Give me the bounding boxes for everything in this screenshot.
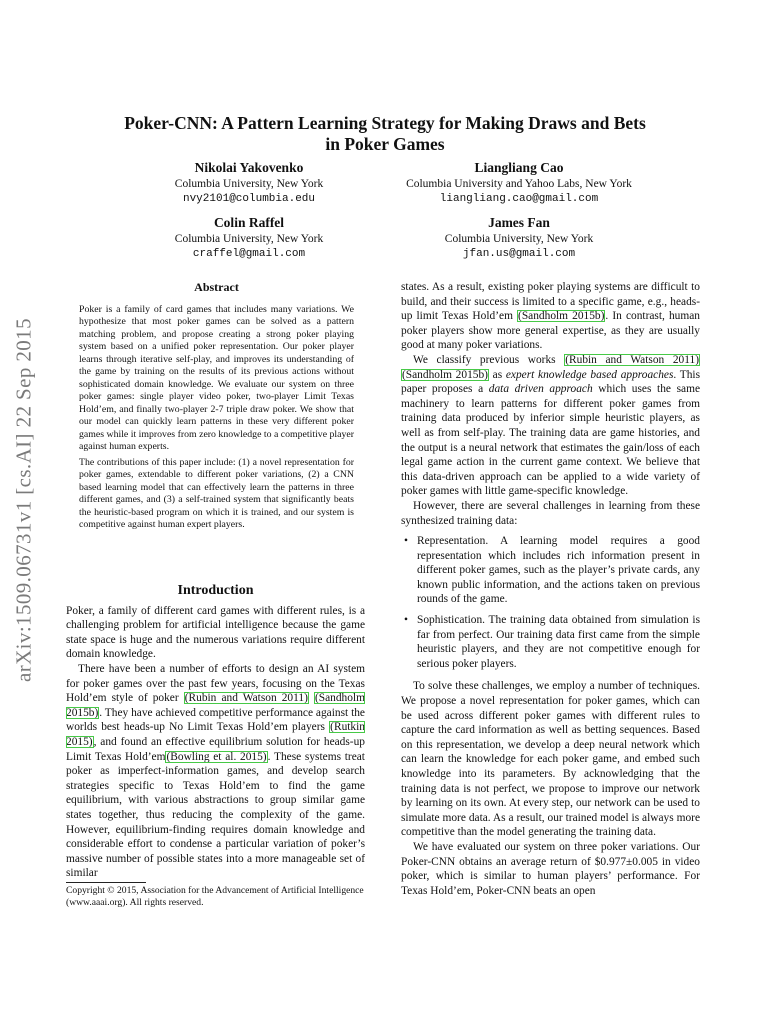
author-name: James Fan <box>488 215 550 230</box>
body-paragraph <box>401 353 700 499</box>
bullet-marker: • <box>404 614 408 627</box>
body-paragraph <box>401 280 700 353</box>
list-item <box>404 534 700 607</box>
author-email: craffel@gmail.com <box>192 247 306 260</box>
author-email: jfan.us@gmail.com <box>462 247 576 260</box>
author-affiliation: Columbia University and Yahoo Labs, New York <box>406 178 632 190</box>
body-text: . This paper proposes a <box>401 368 701 396</box>
intro-text: , and found an effective equilibrium solution for heads-up Limit Texas Hold’em <box>66 735 365 763</box>
emphasis-text: data driven approach <box>488 383 593 396</box>
body-paragraph: We have evaluated our system on three poker variations. Our Poker-CNN obtains an average return of $0.977±0.005 in video poker, which is similar to human players’ performance. For Texas Hold’em, Poker-CNN beats an open <box>401 840 700 897</box>
author-email: nvy2101@columbia.edu <box>182 192 316 205</box>
intro-paragraph-1: Poker, a family of different card games with different rules, is a challenging problem for artificial intelligence because the game state space is huge and the numerous variations require different domain knowledge. <box>66 604 365 661</box>
title-line-2: in Poker Games <box>325 134 445 154</box>
citation-link[interactable]: (Rubin and Watson 2011) <box>565 353 699 366</box>
body-text: We classify previous works <box>413 353 556 366</box>
body-text: which uses the same machinery to learn patterns for different poker games from training data produced by inferior simple heuristic players, as well as from self-play. The training data are game histories, and the output is a neural network that estimates the gain/loss of each legal game action in the current game context. We believe that this data-driven approach can be applied to a wide variety of poker games with little game-specific knowledge. <box>401 383 700 498</box>
abstract-heading: Abstract <box>194 280 239 294</box>
author-affiliation: Columbia University, New York <box>444 233 594 245</box>
intro-paragraph-2 <box>66 662 365 881</box>
citation-link[interactable]: (Rubin and Watson 2011) <box>184 692 308 705</box>
author-name: Nikolai Yakovenko <box>194 160 304 175</box>
list-item-text: Sophistication. The training data obtained from simulation is far from perfect. Our training data first came from the simple heuristic players, and they are not competitive enough for serious poker players. <box>417 614 700 670</box>
footnote-rule <box>66 882 146 883</box>
emphasis-text: expert knowledge based approaches <box>505 368 674 381</box>
citation-link[interactable]: (Sandholm 2015b) <box>66 692 365 719</box>
intro-text: . These systems treat poker as imperfect-information games, and develop search strategies specific to Texas Hold’em to find the game equilibrium, with various abstractions to group similar game states together, thus reducing the complexity of the game. However, equilibrium-finding requires domain knowledge and considerable effort to condense a particular variation of poker’s massive number of possible states into a more manageable set of similar <box>66 750 365 880</box>
author-block-raffel <box>109 214 389 261</box>
challenge-list <box>401 534 700 671</box>
list-item-text: Representation. A learning model requires a good representation which includes rich information present in different poker games, such as the player’s private cards, any known public information, and the actions taken on previous rounds of the game. <box>417 535 700 606</box>
right-column <box>401 280 700 898</box>
author-block-cao <box>379 159 659 206</box>
author-block-yakovenko <box>109 159 389 206</box>
intro-text: . They have achieved competitive performance against the worlds best heads-up No Limit Texas Hold’em players <box>66 706 365 734</box>
author-email: liangliang.cao@gmail.com <box>439 192 599 205</box>
introduction-section <box>66 584 365 881</box>
title-line-1: Poker-CNN: A Pattern Learning Strategy for Making Draws and Bets <box>124 113 646 133</box>
abstract-paragraph-1: Poker is a family of card games that includes many variations. We hypothesize that most poker games can be solved as a pattern matching problem, and propose creating a strong poker playing system based on a unified poker representation. Our poker player learns through iterative self-play, and improves its understanding of the game by training on the results of its previous actions without sophisticated domain knowledge. We evaluate our system on three poker games: single player video poker, two-player Limit Texas Hold’em, and finally two-player 2-7 triple draw poker. We show that our model can quickly learn patterns in these very different poker games while it improves from zero knowledge to a competitive player against human experts. <box>79 303 354 452</box>
citation-link[interactable]: (Sandholm 2015b) <box>518 310 605 323</box>
author-name: Liangliang Cao <box>474 160 564 175</box>
author-name: Colin Raffel <box>213 215 285 230</box>
citation-link[interactable]: (Bowling et al. 2015) <box>166 750 267 763</box>
abstract-section <box>79 281 354 535</box>
author-affiliation: Columbia University, New York <box>174 233 324 245</box>
introduction-heading: Introduction <box>177 583 254 598</box>
body-text: as <box>488 368 506 381</box>
body-paragraph: However, there are several challenges in learning from these synthesized training data: <box>401 499 700 527</box>
body-text: . In contrast, human poker players show more general expertise, as they are usually good at many poker variations. <box>401 310 700 352</box>
citation-link[interactable]: (Rutkin 2015) <box>66 721 365 748</box>
copyright-footnote: Copyright © 2015, Association for the Advancement of Artificial Intelligence (www.aaai.org). All rights reserved. <box>66 885 364 909</box>
paper-title <box>90 113 680 155</box>
list-item <box>404 613 700 671</box>
intro-text: There have been a number of efforts to design an AI system for poker games over the past few years, focusing on the Texas Hold’em style of poker <box>66 662 365 705</box>
arxiv-identifier-text: arXiv:1509.06731v1 [cs.AI] 22 Sep 2015 <box>11 318 36 682</box>
body-text: states. As a result, existing poker playing systems are difficult to build, and their success is limited to a specific game, e.g., heads-up limit Texas Hold’em <box>401 281 700 323</box>
author-block-fan <box>379 214 659 261</box>
citation-link[interactable]: (Sandholm 2015b) <box>402 368 488 381</box>
body-paragraph: To solve these challenges, we employ a number of techniques. We propose a novel representation for poker games, which can be used across different poker games with different rules to capture the card information as well as betting sequences. Based on this representation, we develop a deep neural network which can learn the knowledge for each poker game, and embed such knowledge into its parameters. By acknowledging that the training data is not perfect, we propose to improve our network by learning on its own. At every step, our network can be used to simulate more data. As a result, our trained model is always more competitive than the model generating the training data. <box>401 680 700 839</box>
bullet-marker: • <box>404 535 408 548</box>
author-affiliation: Columbia University, New York <box>174 178 324 190</box>
abstract-paragraph-2: The contributions of this paper include: (1) a novel representation for poker games, extendable to different poker variations, (2) a CNN based learning model that can effectively learn the patterns in three different games, and (3) a self-trained system that significantly beats the heuristic-based program on which it is trained, and our system is competitive against human expert players. <box>79 456 354 530</box>
arxiv-side-identifier <box>4 280 44 720</box>
